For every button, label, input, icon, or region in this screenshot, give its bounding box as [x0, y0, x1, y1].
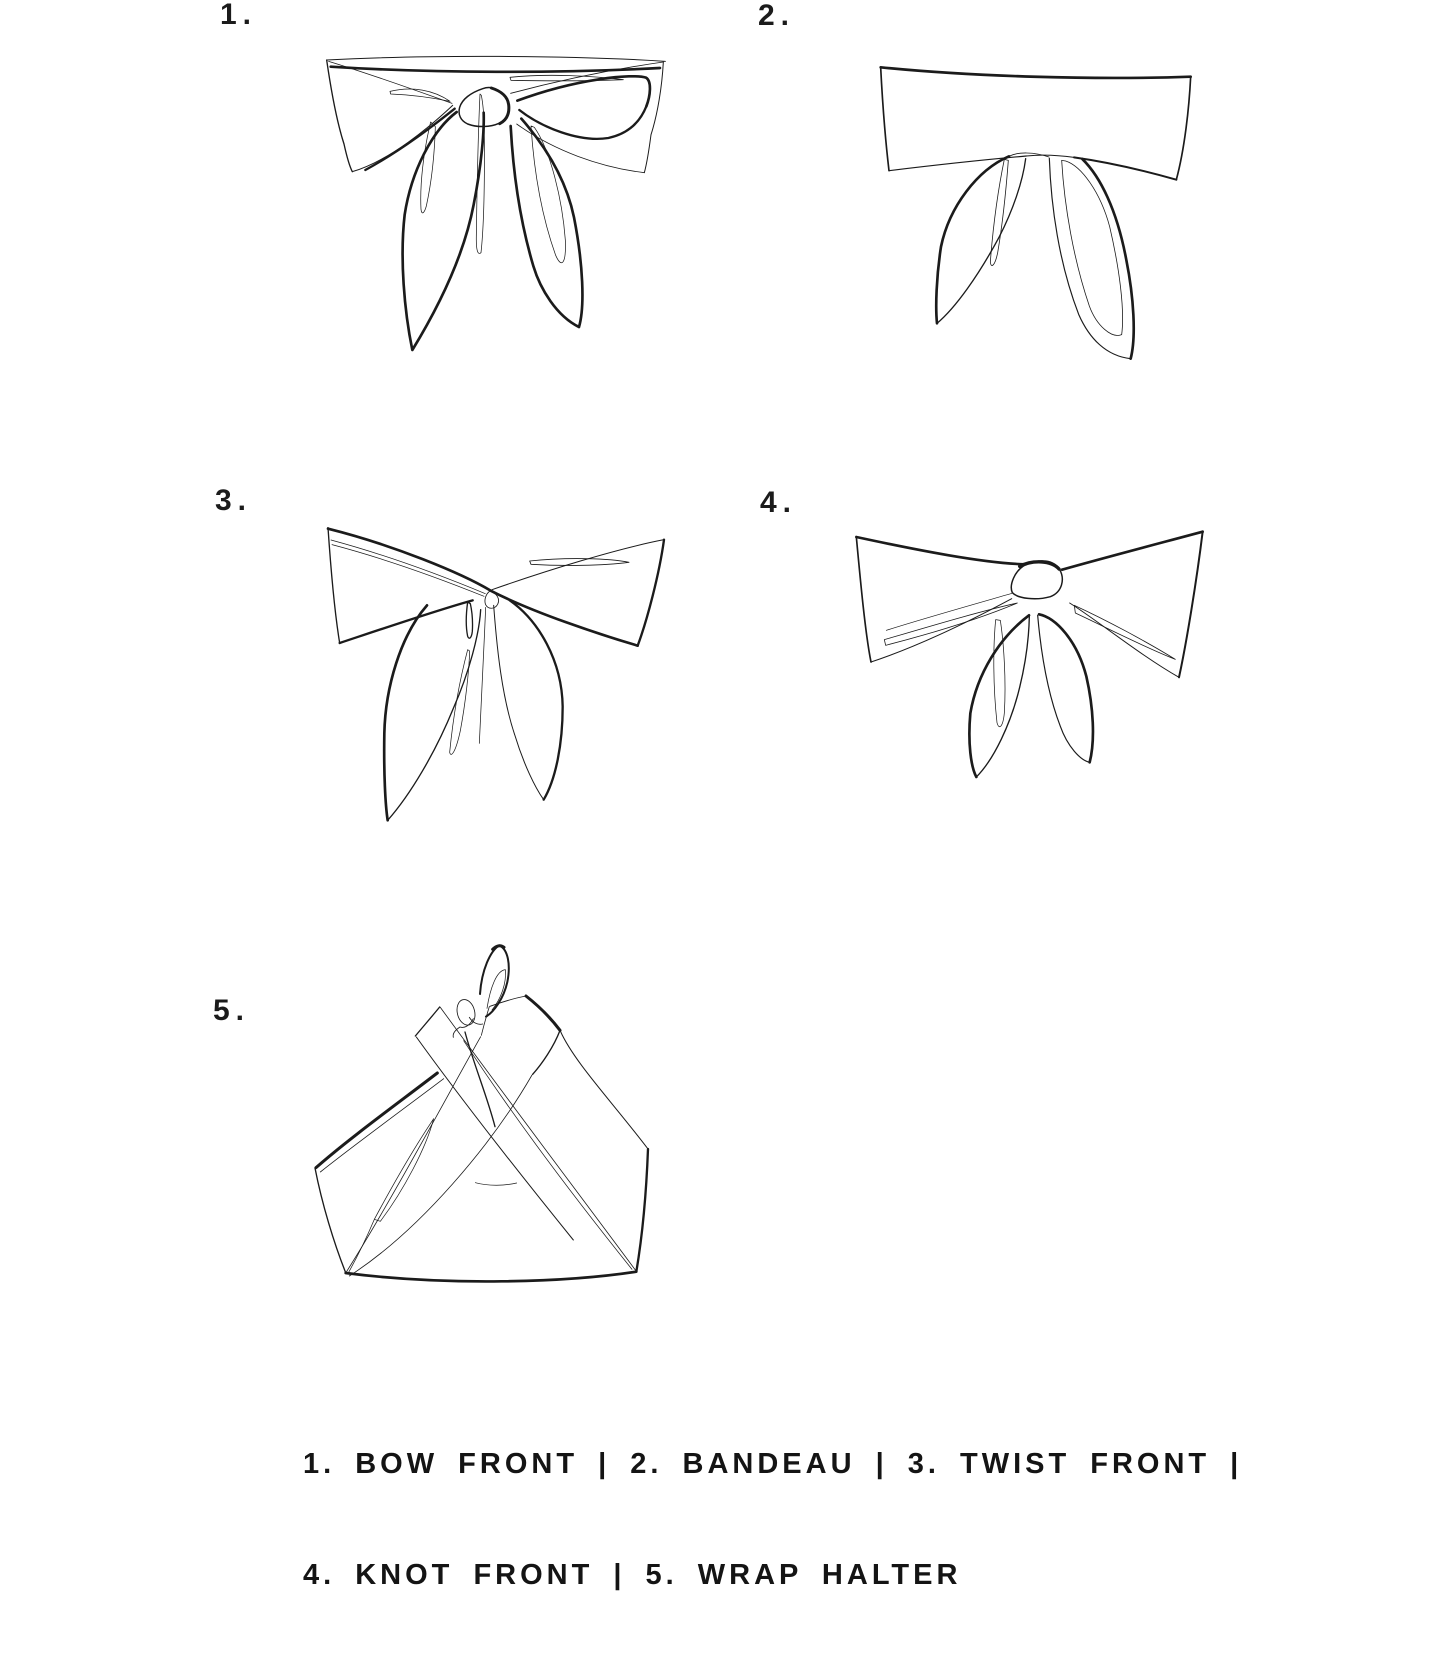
- bow-front-line-art: [327, 56, 666, 350]
- caption: [303, 1372, 1242, 1668]
- figure-1-number: 1.: [220, 0, 258, 31]
- bandeau-line-art: [881, 67, 1191, 358]
- knot-front-line-art: [856, 532, 1202, 777]
- bandeau-drawing: [860, 50, 1210, 380]
- figure-2-number: 2.: [758, 0, 796, 32]
- knot-front-drawing: [730, 460, 1250, 880]
- caption-line-2: 4. KNOT FRONT | 5. WRAP HALTER: [303, 1559, 962, 1591]
- wrap-halter-line-art: [315, 945, 648, 1281]
- caption-line-1: 1. BOW FRONT | 2. BANDEAU | 3. TWIST FRONT |: [303, 1448, 1243, 1480]
- twist-front-line-art: [328, 528, 664, 821]
- bow-front-drawing: [300, 40, 700, 380]
- figure-3-number: 3.: [215, 484, 253, 517]
- figure-5-number: 5.: [213, 994, 251, 1027]
- figure-4-number: 4.: [760, 486, 798, 519]
- wrap-halter-drawing: [180, 930, 730, 1350]
- twist-front-drawing: [180, 460, 680, 880]
